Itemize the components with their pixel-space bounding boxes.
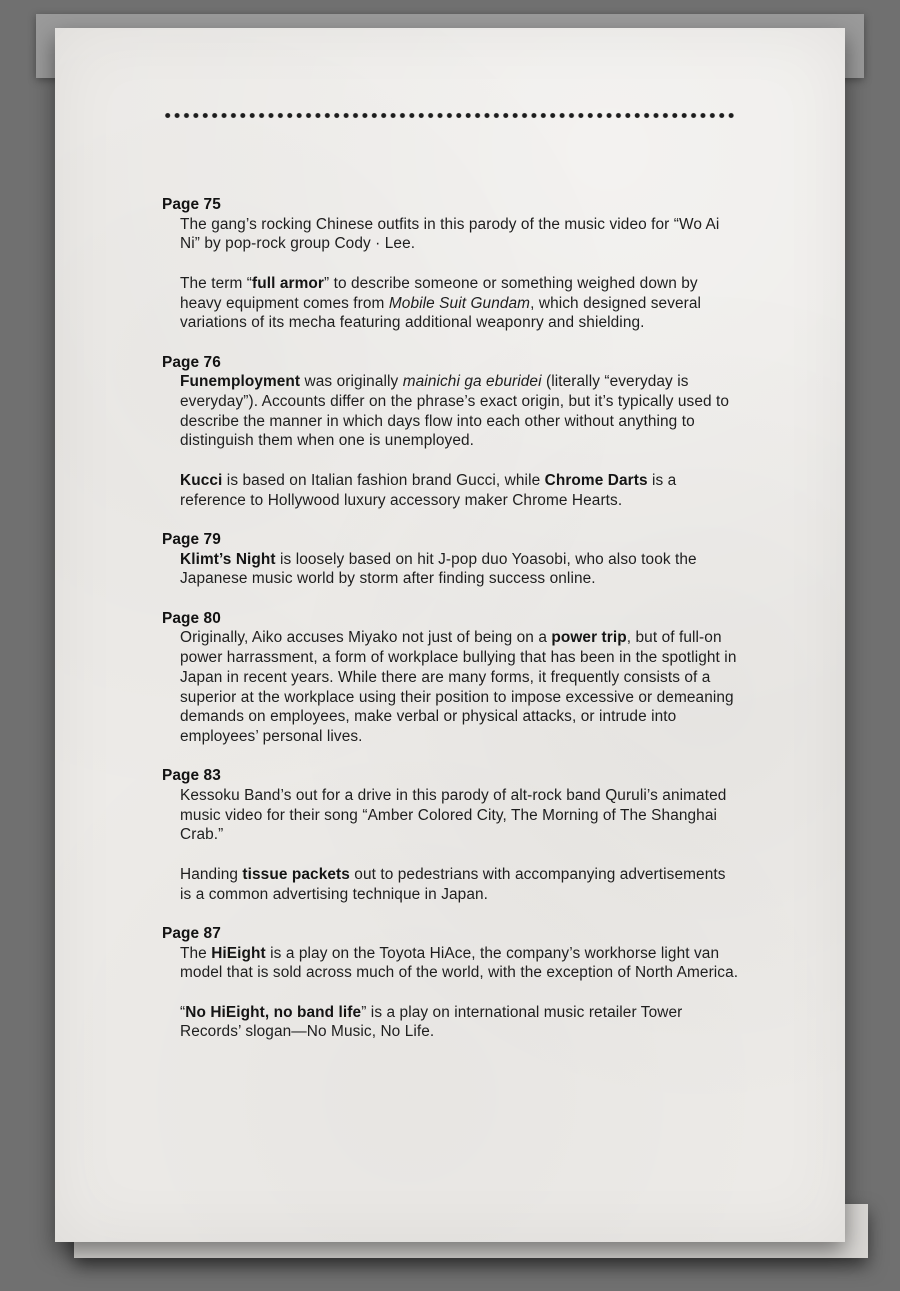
note-paragraph: [162, 1003, 740, 1042]
text-run: ” to describe someone or something weighed down by heavy equipment comes from: [180, 274, 698, 312]
text-run: Handing: [180, 865, 243, 883]
note-paragraph: [162, 274, 740, 333]
note-paragraph: [162, 865, 740, 904]
text-run: is based on Italian fashion brand Gucci, while: [222, 471, 545, 489]
text-run: Kessoku Band’s out for a drive in this parody of alt-rock band Quruli’s animated music video for their song “Amber Colored City, The Morning of The Shanghai Crab.”: [180, 787, 727, 844]
page-heading: Page 76: [162, 353, 221, 371]
bold-term: Funemployment: [180, 373, 301, 391]
bold-term: Chrome Darts: [544, 471, 648, 489]
bold-term: tissue packets: [242, 865, 350, 883]
note-paragraph: [162, 550, 740, 589]
note-paragraph: [162, 628, 740, 746]
note-paragraph: [162, 471, 740, 510]
text-run: was originally: [300, 373, 403, 391]
note-section: [162, 924, 845, 1042]
note-paragraph: [162, 944, 740, 983]
text-run: is a play on the Toyota HiAce, the company’s workhorse light van model that is sold across much of the world, with the exception of North America.: [180, 944, 739, 982]
note-paragraph: [162, 786, 740, 845]
text-run: The term “: [180, 274, 252, 292]
text-run: out to pedestrians with accompanying advertisements is a common advertising technique in Japan.: [180, 865, 726, 903]
page-heading: Page 79: [162, 530, 221, 548]
page-heading: Page 80: [162, 609, 221, 627]
text-run: The: [180, 944, 212, 962]
note-paragraph: [162, 372, 740, 451]
text-run: , but of full-on power harrassment, a form of workplace bullying that has been in the spotlight in Japan in recent years. While there are many forms, it frequently consists of a superior at the workplace using their position to impose excessive or demeaning demands on employees, make verbal or physical attacks, or intrude into employees’ personal lives.: [180, 629, 737, 745]
note-section: [162, 609, 845, 747]
bold-term: HiEight: [211, 944, 266, 962]
note-paragraph: [162, 215, 740, 254]
bold-term: Kucci: [180, 471, 223, 489]
bold-term: full armor: [251, 274, 324, 292]
page-heading: Page 83: [162, 767, 221, 785]
note-section: [162, 195, 845, 333]
text-run: ” is a play on international music retailer Tower Records’ slogan—No Music, No Life.: [180, 1003, 683, 1041]
note-section: [162, 353, 845, 511]
text-run: The gang’s rocking Chinese outfits in this parody of the music video for “Wo Ai Ni” by pop-rock group Cody · Lee.: [180, 215, 720, 253]
paper-page: [55, 28, 845, 1242]
text-run: , which designed several variations of its mecha featuring additional weaponry and shielding.: [180, 294, 702, 332]
notes-content: [55, 28, 845, 1042]
note-section: [162, 530, 845, 589]
italic-term: mainichi ga eburidei: [402, 373, 542, 391]
bold-term: Klimt’s Night: [180, 550, 276, 568]
italic-term: Mobile Suit Gundam: [388, 294, 531, 312]
text-run: (literally “everyday is everyday”). Accounts differ on the phrase’s exact origin, but it’s typically used to describe the manner in which days flow into each other without anything to distinguish them when one is unemployed.: [180, 373, 730, 450]
bold-term: No HiEight, no band life: [185, 1003, 362, 1021]
page-heading: Page 87: [162, 924, 221, 942]
text-run: “: [180, 1003, 186, 1021]
page-heading: Page 75: [162, 196, 221, 213]
text-run: is a reference to Hollywood luxury accessory maker Chrome Hearts.: [180, 471, 677, 509]
text-run: Originally, Aiko accuses Miyako not just of being on a: [180, 629, 552, 647]
notes-sections: [162, 195, 845, 1042]
text-run: is loosely based on hit J-pop duo Yoasobi, who also took the Japanese music world by storm after finding success online.: [180, 550, 697, 588]
dotted-separator: [163, 112, 737, 119]
bold-term: power trip: [551, 629, 627, 647]
note-section: [162, 766, 845, 904]
